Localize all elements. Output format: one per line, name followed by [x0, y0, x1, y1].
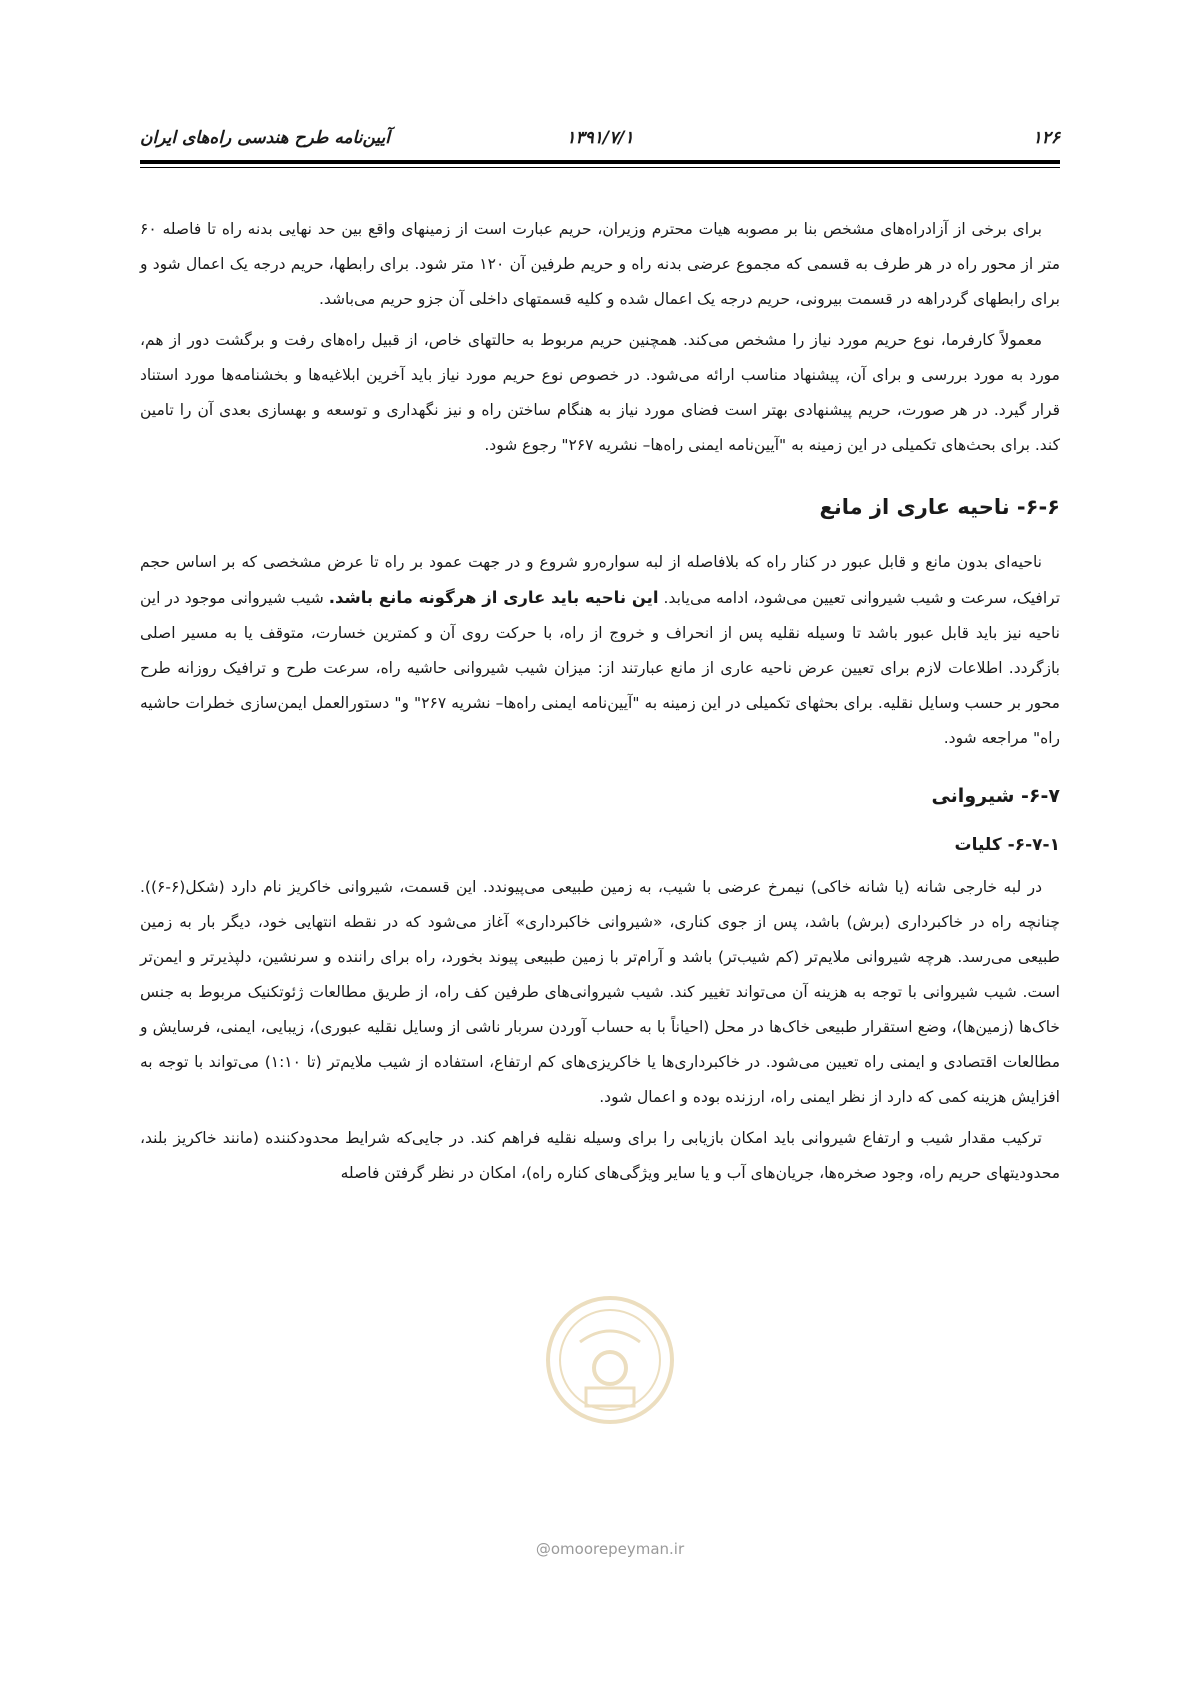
section-heading-slopes: ۶-۷- شیروانی — [931, 785, 1060, 807]
header-rule-thick — [140, 160, 1060, 164]
paragraph-privacy-freeways: برای برخی از آزادراه‌های مشخص بنا بر مصوبه هیات محترم وزیران، حریم عبارت است از زمینهای واقع بین حد نهایی بدنه راه تا فاصله ۶۰ متر از محور راه در هر طرف به قسمی که مجموع عرضی بدنه راه و حریم طرفین آن ۱۲۰ متر شود. برای رابطها، حریم درجه یک اعمال شود و برای رابطهای گردراهه در قسمت بیرونی، حریم درجه یک اعمال شده و کلیه قسمتهای داخلی آن جزو حریم می‌باشد. — [140, 220, 1061, 308]
subsection-heading-general: ۶-۷-۱- کلیات — [954, 835, 1060, 855]
paragraph-clear-zone — [140, 545, 1060, 756]
header-date: ۱۳۹۱/۷/۱ — [566, 128, 634, 148]
page-header — [140, 128, 1060, 158]
clear-zone-text-a: ناحیه‌ای بدون مانع و قابل عبور در کنار راه که بلافاصله از لبه سواره‌رو شروع و در جهت عمود بر راه تا عرض مشخصی که بر اساس حجم ترافیک، سرعت و شیب شیروانی تعیین می‌شود، ادامه می‌یابد. — [140, 553, 1061, 607]
paragraph-slopes-recovery: ترکیب مقدار شیب و ارتفاع شیروانی باید امکان بازیابی را برای وسیله نقلیه فراهم کند. در جایی‌که شرایط محدودکننده (مانند خاکریز بلند، محدودیتهای حریم راه، وجود صخره‌ها، جریان‌های آب و یا سایر ویژگی‌های کناره راه)، امکان در نظر گرفتن فاصله — [140, 1129, 1060, 1182]
book-title: آیین‌نامه طرح هندسی راه‌های ایران — [140, 128, 390, 148]
watermark-text: @omoorepeyman.ir — [535, 1540, 685, 1558]
clear-zone-text-b: شیب شیروانی موجود در این ناحیه نیز باید قابل عبور باشد تا وسیله نقلیه پس از انحراف و خروج از راه، با حرکت روی آن و کمترین خسارت، متوقف یا به مسیر اصلی بازگردد. اطلاعات لازم برای تعیین عرض ناحیه عاری از مانع عبارتند از: میزان شیب شیروانی حاشیه راه، سرعت طرح و ترافیک روزانه طرح محور بر حسب وسایل نقلیه. برای بحثهای تکمیلی در این زمینه به "آیین‌نامه ایمنی راه‌ها– نشریه ۲۶۷" و" دستورالعمل ایمن‌سازی خطرات حاشیه راه" مراجعه شود. — [140, 589, 1060, 747]
section-heading-clear-zone: ۶-۶- ناحیه عاری از مانع — [819, 495, 1060, 519]
logo-seal-icon — [540, 1290, 680, 1430]
page-number: ۱۲۶ — [1032, 128, 1060, 148]
page-content — [140, 212, 1060, 1197]
clear-zone-emphasis: این ناحیه باید عاری از هرگونه مانع باشد. — [328, 588, 659, 607]
paragraph-slopes-general: در لبه خارجی شانه (یا شانه خاکی) نیمرخ عرضی با شیب، به زمین طبیعی می‌پیوندد. این قسمت، شیروانی خاکریز نام دارد (شکل(۶-۶)). چنانچه راه در خاکبرداری (برش) باشد، پس از جوی کناری، «شیروانی خاکبرداری» آغاز می‌شود که در نقطه انتهایی خود، دیگر بار به زمین طبیعی می‌رسد. هرچه شیروانی ملایم‌تر (کم شیب‌تر) باشد و آرام‌تر با زمین طبیعی پیوند بخورد، راه برای راننده و سرنشین، دلپذیرتر و ایمن‌تر است. شیب شیروانی با توجه به هزینه آن می‌تواند تغییر کند. شیب شیروانی‌های طرفین کف راه، از طریق مطالعات ژئوتکنیک مربوط به جنس خاک‌ها (زمین‌ها)، وضع استقرار طبیعی خاک‌ها در محل (احیاناً با به حساب آوردن سربار ناشی از وسایل نقلیه عبوری)، زیبایی، ایمنی، فرسایش و مطالعات اقتصادی و ایمنی راه تعیین می‌شود. در خاکبرداری‌ها یا خاکریزی‌های کم ارتفاع، استفاده از شیب ملایم‌تر (تا ۱:۱۰) می‌تواند با توجه به افزایش هزینه کمی که دارد از نظر ایمنی راه، ارزنده بوده و اعمال شود. — [140, 878, 1060, 1106]
header-rule-thin — [140, 167, 1060, 168]
paragraph-privacy-employer: معمولاً کارفرما، نوع حریم مورد نیاز را مشخص می‌کند. همچنین حریم مربوط به حالتهای خاص، از قبیل راه‌های رفت و برگشت دور از هم، مورد به مورد بررسی و برای آن، پیشنهاد مناسب ارائه می‌شود. در خصوص نوع حریم مورد نیاز باید آخرین ابلاغیه‌ها و بخشنامه‌ها مورد استناد قرار گیرد. در هر صورت، حریم پیشنهادی بهتر است فضای مورد نیاز به هنگام ساختن راه و نیز نگهداری و توسعه و بهسازی بعدی آن را تامین کند. برای بحث‌های تکمیلی در این زمینه به "آیین‌نامه ایمنی راه‌ها– نشریه ۲۶۷" رجوع شود. — [140, 331, 1060, 454]
